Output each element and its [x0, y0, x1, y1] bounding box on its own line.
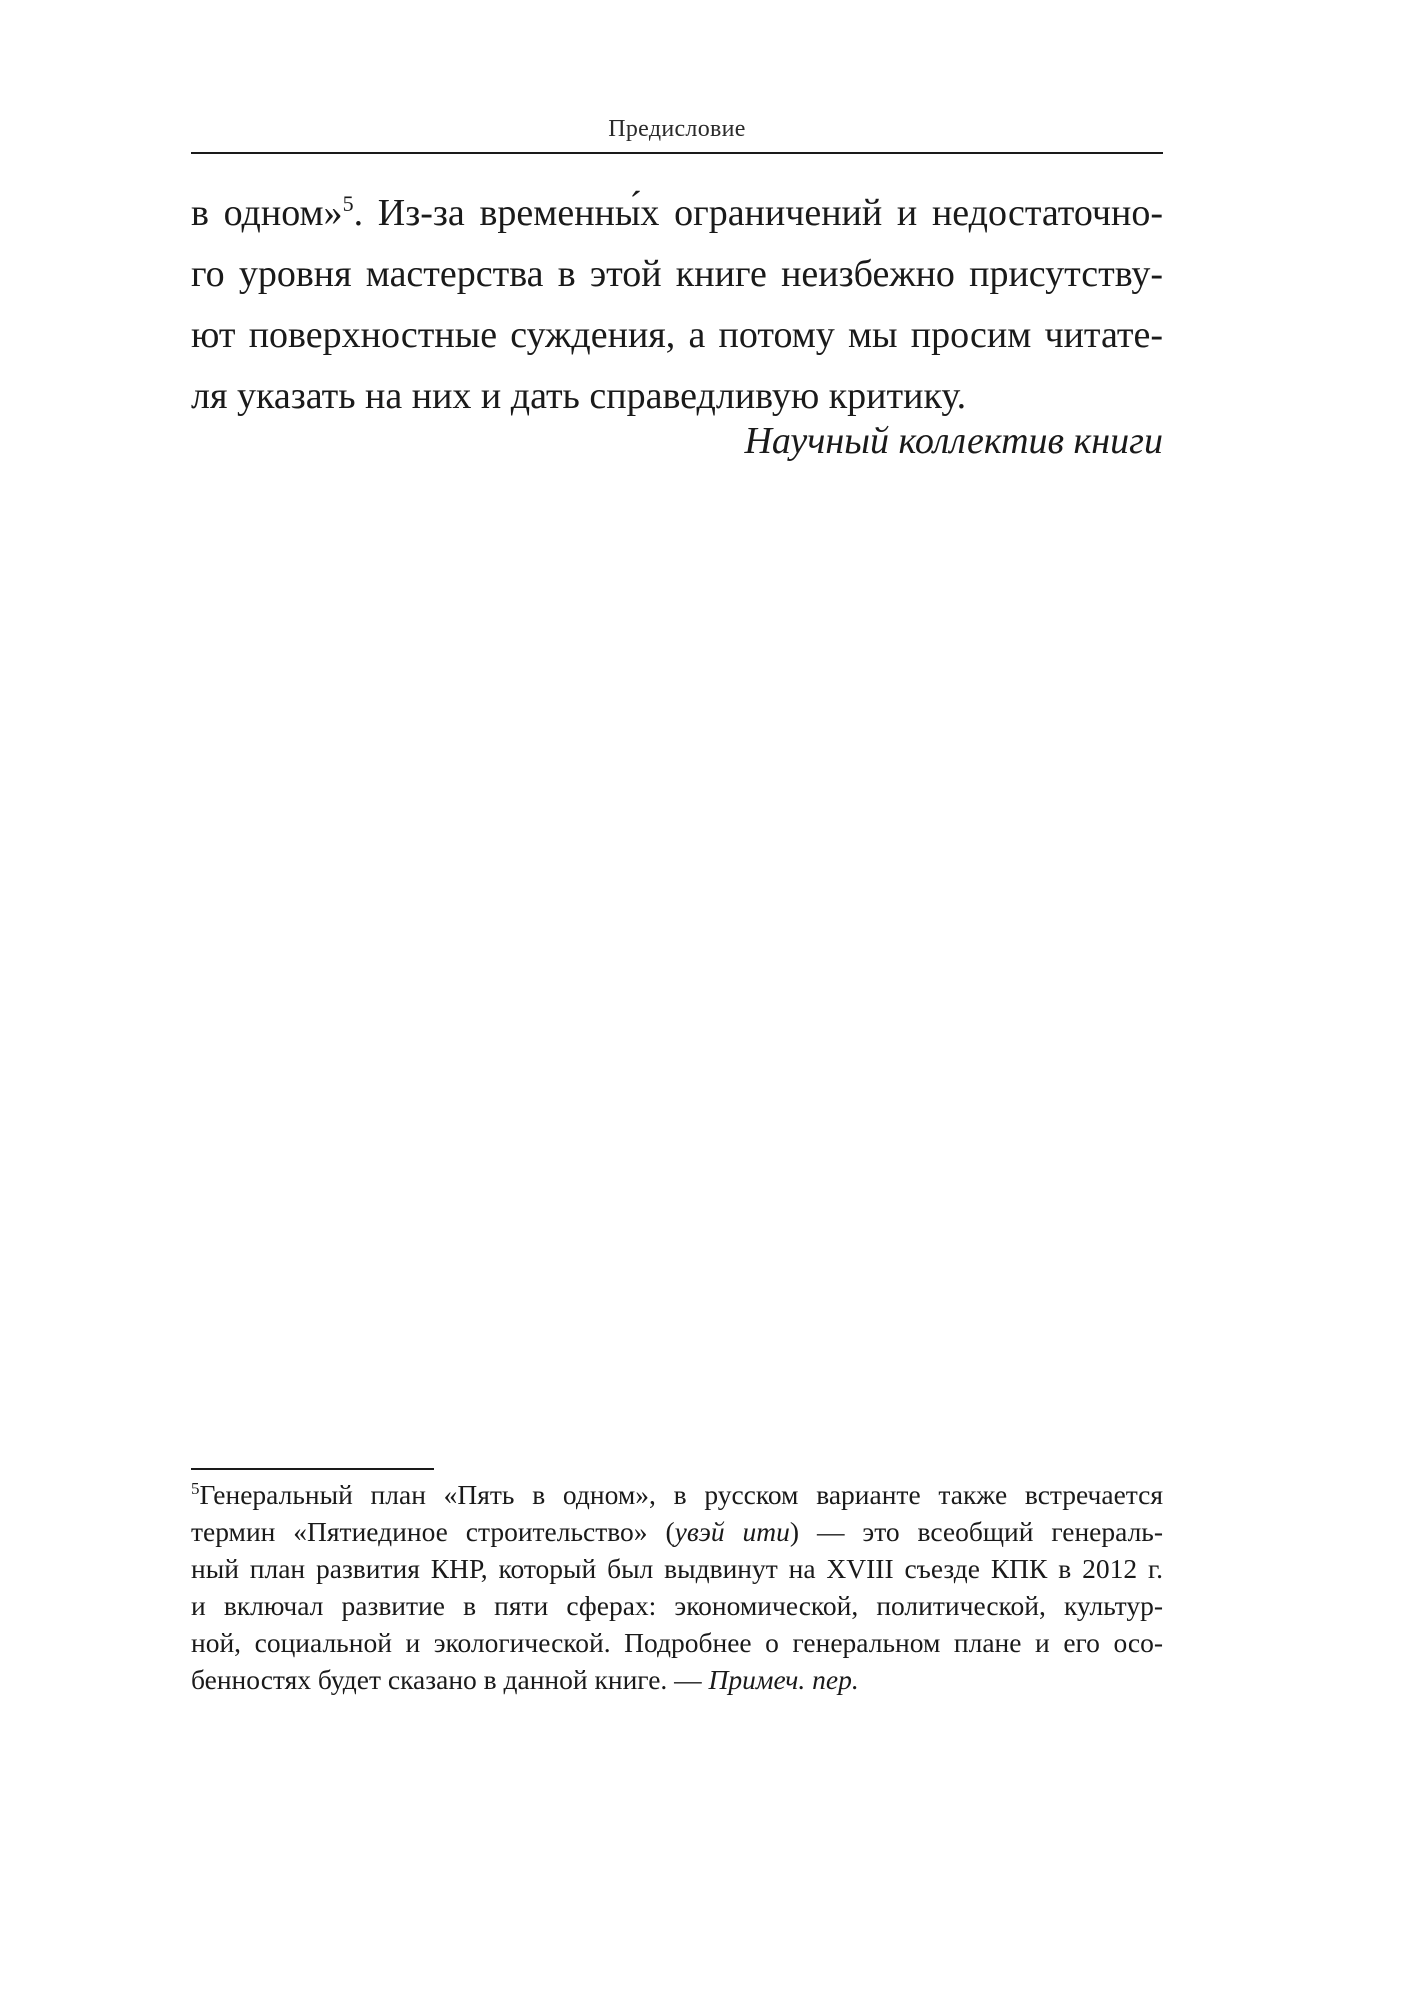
body-text-segment: . Из-за временны́х ограничений и недостаточно-: [353, 192, 1163, 234]
translator-note: Примеч. пер.: [708, 1664, 859, 1695]
footnote-line-5: ной, социальной и экологической. Подробнее о генеральном плане и его осо-: [191, 1627, 1163, 1658]
running-head: Предисловие: [608, 116, 746, 142]
footnote-text: термин «Пятиединое строительство» (: [191, 1516, 675, 1547]
footnote-line-2: [191, 1513, 1163, 1550]
body-line-2: го уровня мастерства в этой книге неизбежно присутству-: [191, 253, 1163, 295]
footnote-number: 5: [191, 1479, 200, 1498]
body-line-4: ля указать на них и дать справедливую критику.: [191, 375, 967, 417]
footnote-text: бенностях будет сказано в данной книге. —: [191, 1664, 709, 1695]
footnote-line-1: [191, 1476, 1163, 1513]
footnote-italic-term: увэй ити: [674, 1516, 790, 1547]
footnote-line-6: [191, 1661, 1163, 1698]
header-rule: [191, 152, 1163, 154]
footnote-text: Генеральный план «Пять в одном», в русском варианте также встречается: [199, 1479, 1163, 1510]
footnote-line-4: и включал развитие в пяти сферах: экономической, политической, культур-: [191, 1590, 1163, 1621]
footnote-reference[interactable]: 5: [342, 191, 354, 216]
footnote-rule: [191, 1468, 434, 1470]
body-line-3: ют поверхностные суждения, а потому мы просим читате-: [191, 314, 1163, 356]
footnote-text: ) — это всеобщий генераль-: [789, 1516, 1164, 1547]
body-text-segment: в одном»: [191, 192, 343, 234]
signature: Научный коллектив книги: [744, 420, 1163, 462]
footnote: [191, 1476, 1163, 1698]
body-line-1: [191, 183, 1163, 244]
body-paragraph: [191, 183, 1163, 427]
footnote-line-3: ный план развития КНР, который был выдвинут на XVIII съезде КПК в 2012 г.: [191, 1553, 1163, 1584]
